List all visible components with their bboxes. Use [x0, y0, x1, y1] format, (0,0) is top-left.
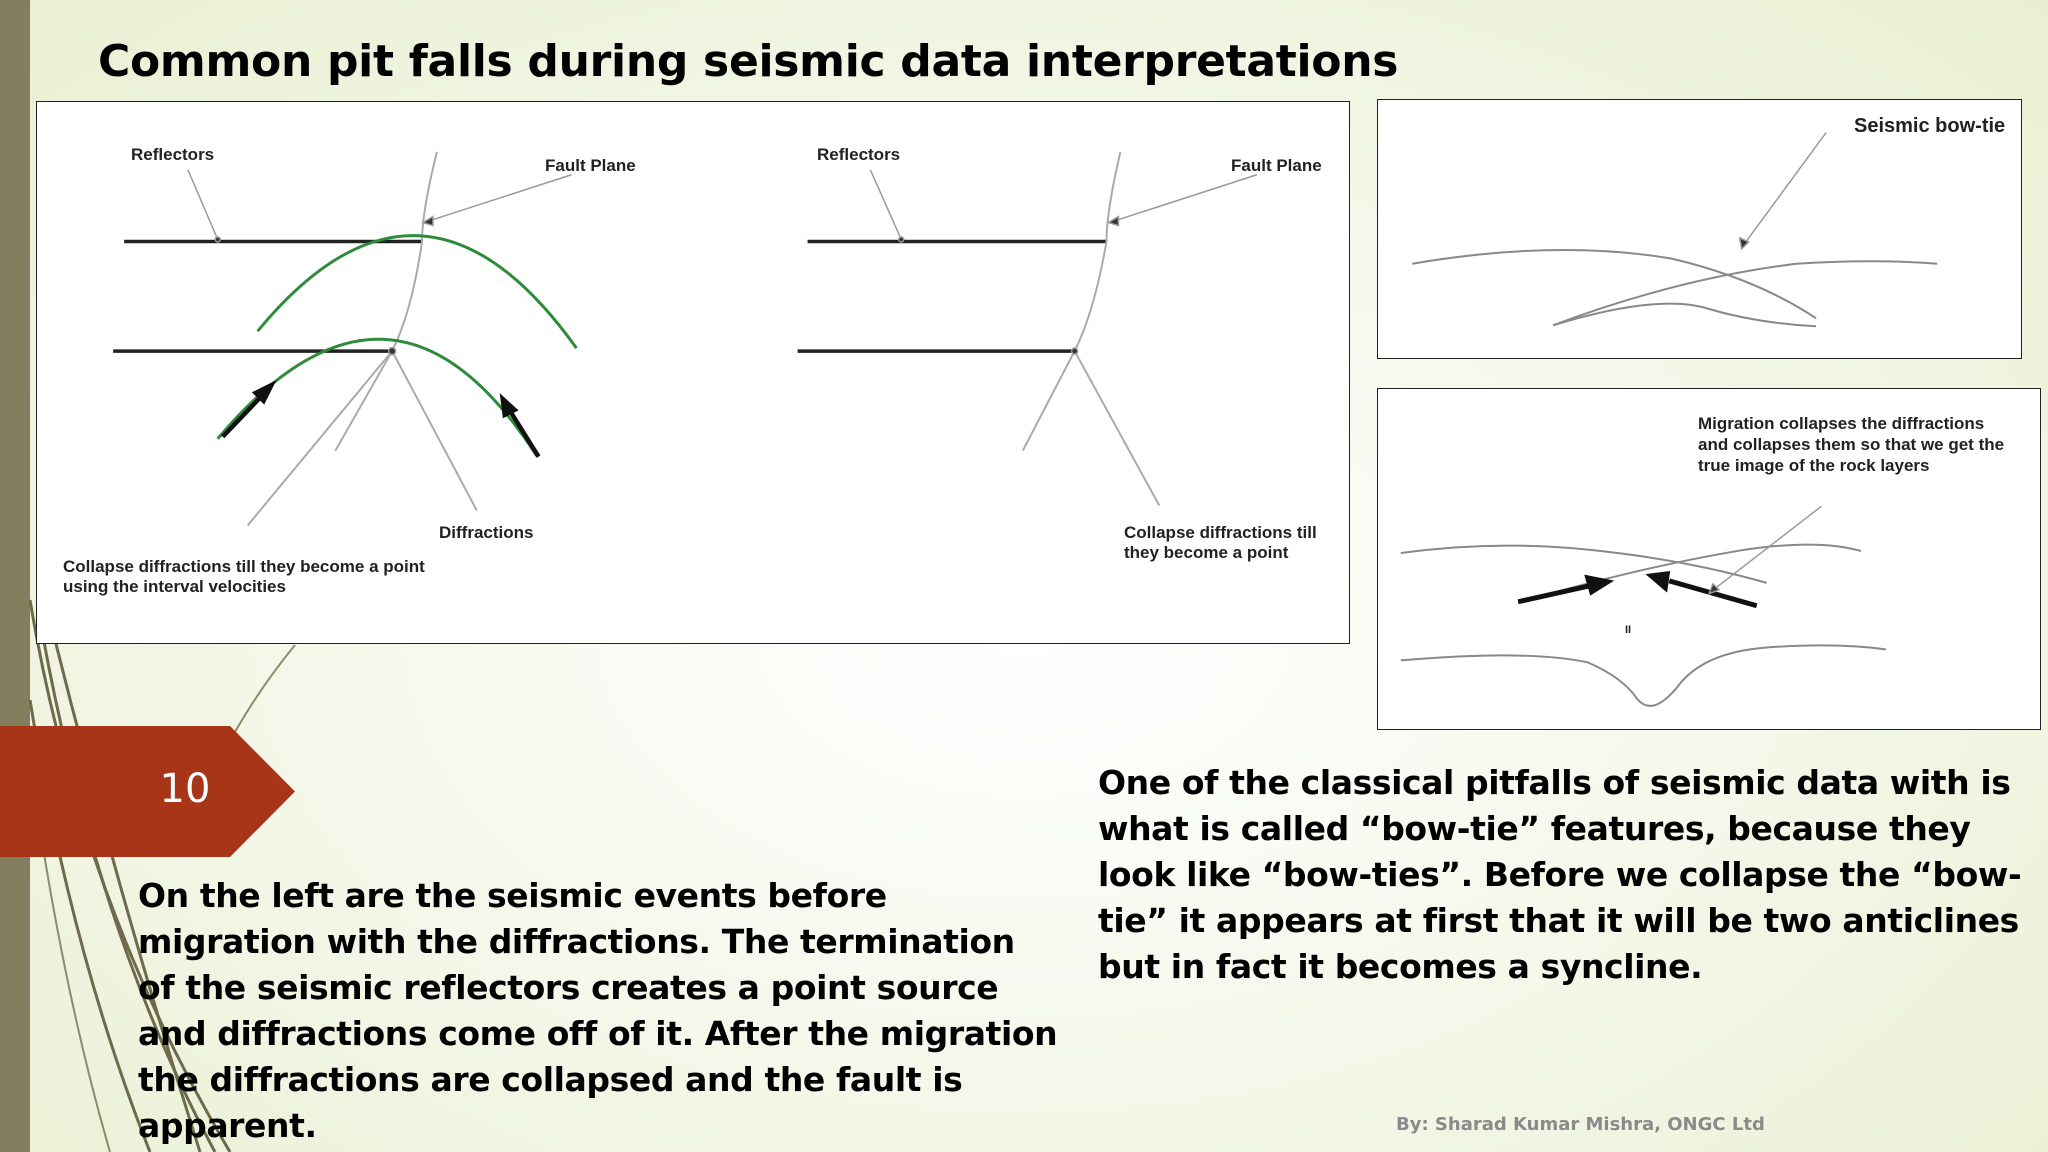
left-paragraph: On the left are the seismic events before migration with the diffractions. The termination of the seismic reflectors creates a point source and diffractions come off of it. After the migration the diffractions are collapsed and the fault is apparent. — [138, 876, 1058, 1145]
right-reflectors — [798, 241, 1107, 351]
migration-caption-line1: Migration collapses the diffractions — [1698, 414, 1985, 433]
right-fault-plane — [1023, 152, 1159, 506]
bowtie-drawing — [1378, 100, 2021, 358]
slide-number: 10 — [159, 766, 211, 812]
equals-mark: II — [1625, 624, 1632, 636]
migration-caption-line2: and collapses them so that we get the — [1698, 435, 2005, 454]
left-caption-line2: using the interval velocities — [63, 577, 286, 596]
left-pointer-lines — [188, 170, 572, 355]
author-credit: By: Sharad Kumar Mishra, ONGC Ltd — [1396, 1114, 1765, 1135]
right-paragraph: One of the classical pitfalls of seismic data with is what is called “bow-tie” features, because they look like “bow-ties”. Before we collapse the “bow-tie” it appears at first that it will be two anticlines but in fact it becomes a syncline. — [1098, 763, 2022, 986]
right-reflectors-label: Reflectors — [817, 145, 901, 164]
left-reflectors-label: Reflectors — [131, 145, 215, 164]
migration-pointer — [1709, 506, 1821, 593]
slide-title: Common pit falls during seismic data interpretations — [98, 36, 1399, 87]
bowtie-label: Seismic bow-tie — [1854, 115, 2006, 137]
migration-caption-line3: true image of the rock layers — [1698, 456, 1930, 475]
bowtie-figure — [1377, 99, 2022, 359]
left-fault-plane-label: Fault Plane — [545, 156, 636, 175]
migration-arrows — [1518, 574, 1757, 606]
right-caption-line2: they become a point — [1124, 543, 1289, 562]
migration-comparison-figure — [36, 101, 1350, 644]
left-reflectors — [113, 241, 422, 351]
right-fault-plane-label: Fault Plane — [1231, 156, 1322, 175]
left-caption-line1: Collapse diffractions till they become a point — [63, 557, 425, 576]
left-diffraction-curves — [218, 236, 577, 456]
right-caption-line1: Collapse diffractions till — [1124, 523, 1317, 542]
diffractions-label: Diffractions — [439, 523, 534, 542]
migration-result-figure — [1377, 388, 2041, 730]
bowtie-pointer — [1740, 133, 1826, 249]
right-pointer-lines — [870, 170, 1257, 354]
left-fault-plane — [248, 152, 477, 526]
